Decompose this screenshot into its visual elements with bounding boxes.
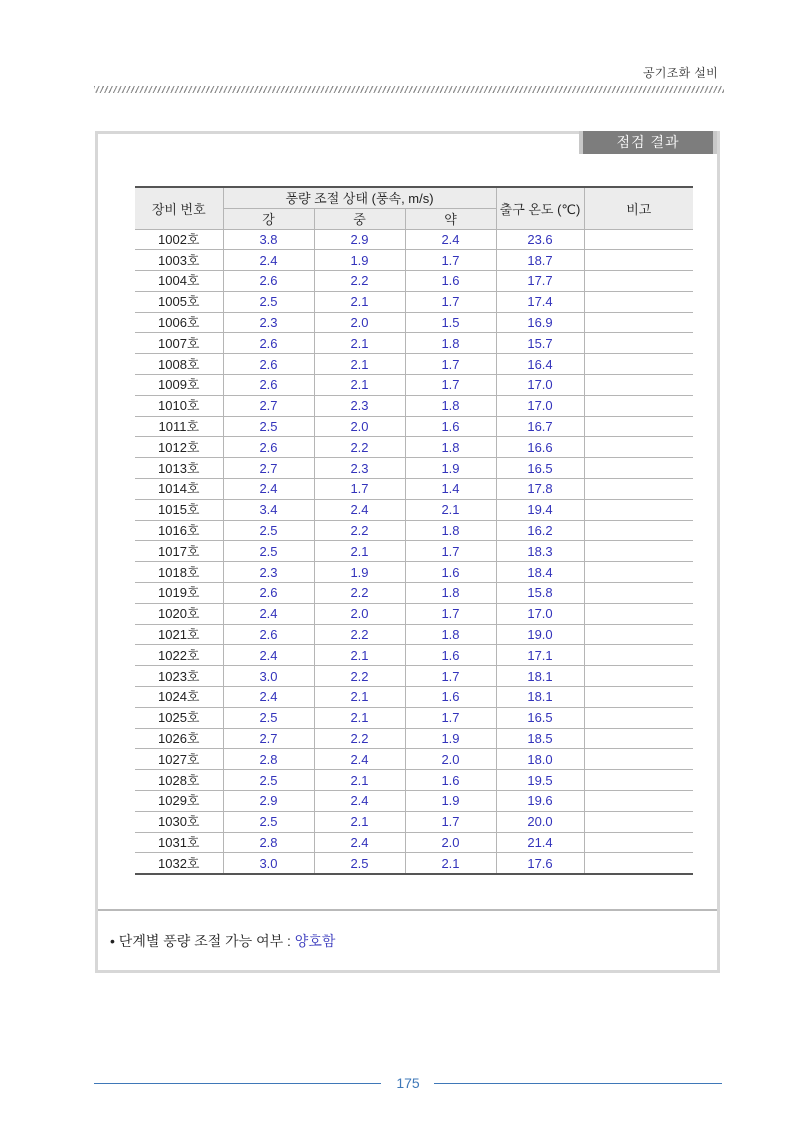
table-row [135, 791, 693, 812]
table-row [135, 624, 693, 645]
remarks-cell [584, 728, 693, 749]
medium-speed-cell: 2.1 [314, 770, 405, 791]
outlet-temp-cell: 15.8 [496, 583, 584, 604]
remarks-cell [584, 853, 693, 874]
strong-speed-cell: 3.8 [223, 229, 314, 250]
weak-speed-cell: 1.6 [405, 271, 496, 292]
medium-speed-cell: 2.0 [314, 416, 405, 437]
table-row [135, 250, 693, 271]
medium-speed-cell: 2.1 [314, 291, 405, 312]
table-row [135, 562, 693, 583]
outlet-temp-cell: 17.1 [496, 645, 584, 666]
strong-speed-cell: 2.5 [223, 541, 314, 562]
outlet-temp-cell: 17.0 [496, 395, 584, 416]
remarks-cell [584, 479, 693, 500]
unit-number-cell: 1010호 [135, 395, 223, 416]
weak-speed-cell: 1.7 [405, 250, 496, 271]
weak-speed-cell: 1.8 [405, 333, 496, 354]
unit-number-cell: 1022호 [135, 645, 223, 666]
weak-speed-cell: 1.9 [405, 728, 496, 749]
remarks-cell [584, 687, 693, 708]
summary-note-answer: 양호함 [294, 933, 336, 949]
unit-number-cell: 1020호 [135, 603, 223, 624]
medium-speed-cell: 2.2 [314, 520, 405, 541]
outlet-temp-cell: 18.3 [496, 541, 584, 562]
strong-speed-cell: 2.4 [223, 250, 314, 271]
summary-note [110, 931, 335, 951]
strong-speed-cell: 2.7 [223, 728, 314, 749]
table-row [135, 770, 693, 791]
unit-number-cell: 1002호 [135, 229, 223, 250]
weak-speed-cell: 1.7 [405, 603, 496, 624]
strong-speed-cell: 2.4 [223, 603, 314, 624]
outlet-temp-cell: 18.4 [496, 562, 584, 583]
table-row [135, 354, 693, 375]
outlet-temp-cell: 18.1 [496, 666, 584, 687]
unit-number-cell: 1019호 [135, 583, 223, 604]
outlet-temp-cell: 18.0 [496, 749, 584, 770]
table-row [135, 811, 693, 832]
page-number: 175 [396, 1075, 420, 1091]
remarks-cell [584, 624, 693, 645]
remarks-cell [584, 333, 693, 354]
inspection-result-panel [95, 131, 720, 973]
strong-speed-cell: 2.6 [223, 583, 314, 604]
table-row [135, 395, 693, 416]
table-row [135, 645, 693, 666]
strong-speed-cell: 2.5 [223, 770, 314, 791]
strong-speed-cell: 2.3 [223, 562, 314, 583]
medium-speed-cell: 2.4 [314, 499, 405, 520]
airflow-results-table [135, 186, 693, 875]
weak-speed-cell: 2.1 [405, 499, 496, 520]
unit-number-cell: 1031호 [135, 832, 223, 853]
table-row [135, 229, 693, 250]
unit-number-cell: 1026호 [135, 728, 223, 749]
medium-speed-cell: 2.4 [314, 832, 405, 853]
table-row [135, 291, 693, 312]
footer-rule-left [94, 1083, 381, 1084]
strong-speed-cell: 2.4 [223, 479, 314, 500]
header-strong: 강 [223, 208, 314, 229]
result-badge: 점검 결과 [583, 131, 713, 154]
header-remarks: 비고 [584, 187, 693, 229]
table-row [135, 333, 693, 354]
medium-speed-cell: 2.2 [314, 666, 405, 687]
weak-speed-cell: 1.6 [405, 687, 496, 708]
weak-speed-cell: 1.8 [405, 624, 496, 645]
table-row [135, 583, 693, 604]
remarks-cell [584, 791, 693, 812]
unit-number-cell: 1018호 [135, 562, 223, 583]
unit-number-cell: 1005호 [135, 291, 223, 312]
running-header: 공기조화 설비 [643, 66, 718, 80]
table-row [135, 375, 693, 396]
weak-speed-cell: 1.8 [405, 583, 496, 604]
medium-speed-cell: 2.3 [314, 458, 405, 479]
remarks-cell [584, 250, 693, 271]
remarks-cell [584, 541, 693, 562]
medium-speed-cell: 2.1 [314, 707, 405, 728]
summary-note-label: • 단계별 풍량 조절 가능 여부 : [110, 933, 295, 949]
header-hatch-rule [94, 86, 724, 93]
unit-number-cell: 1024호 [135, 687, 223, 708]
remarks-cell [584, 354, 693, 375]
remarks-cell [584, 499, 693, 520]
medium-speed-cell: 2.9 [314, 229, 405, 250]
weak-speed-cell: 1.4 [405, 479, 496, 500]
outlet-temp-cell: 18.7 [496, 250, 584, 271]
strong-speed-cell: 2.7 [223, 458, 314, 479]
strong-speed-cell: 2.4 [223, 687, 314, 708]
remarks-cell [584, 583, 693, 604]
medium-speed-cell: 2.3 [314, 395, 405, 416]
outlet-temp-cell: 17.0 [496, 603, 584, 624]
outlet-temp-cell: 17.7 [496, 271, 584, 292]
strong-speed-cell: 2.9 [223, 791, 314, 812]
table-row [135, 520, 693, 541]
weak-speed-cell: 1.8 [405, 520, 496, 541]
weak-speed-cell: 2.0 [405, 749, 496, 770]
outlet-temp-cell: 17.4 [496, 291, 584, 312]
table-row [135, 312, 693, 333]
remarks-cell [584, 562, 693, 583]
medium-speed-cell: 2.2 [314, 437, 405, 458]
remarks-cell [584, 416, 693, 437]
outlet-temp-cell: 23.6 [496, 229, 584, 250]
unit-number-cell: 1023호 [135, 666, 223, 687]
unit-number-cell: 1027호 [135, 749, 223, 770]
medium-speed-cell: 2.2 [314, 271, 405, 292]
table-row [135, 728, 693, 749]
weak-speed-cell: 1.5 [405, 312, 496, 333]
outlet-temp-cell: 16.9 [496, 312, 584, 333]
table-row [135, 853, 693, 874]
unit-number-cell: 1008호 [135, 354, 223, 375]
remarks-cell [584, 749, 693, 770]
weak-speed-cell: 1.7 [405, 707, 496, 728]
medium-speed-cell: 2.4 [314, 791, 405, 812]
strong-speed-cell: 2.6 [223, 375, 314, 396]
footer-rule-right [434, 1083, 722, 1084]
table-row [135, 603, 693, 624]
section-divider [98, 909, 717, 911]
weak-speed-cell: 1.6 [405, 645, 496, 666]
table-row [135, 458, 693, 479]
outlet-temp-cell: 18.5 [496, 728, 584, 749]
table-row [135, 541, 693, 562]
weak-speed-cell: 1.7 [405, 811, 496, 832]
table-body [135, 229, 693, 874]
unit-number-cell: 1003호 [135, 250, 223, 271]
outlet-temp-cell: 20.0 [496, 811, 584, 832]
table-row [135, 479, 693, 500]
unit-number-cell: 1021호 [135, 624, 223, 645]
strong-speed-cell: 2.7 [223, 395, 314, 416]
outlet-temp-cell: 17.6 [496, 853, 584, 874]
remarks-cell [584, 229, 693, 250]
medium-speed-cell: 2.4 [314, 749, 405, 770]
medium-speed-cell: 2.0 [314, 603, 405, 624]
remarks-cell [584, 291, 693, 312]
unit-number-cell: 1017호 [135, 541, 223, 562]
table-row [135, 707, 693, 728]
outlet-temp-cell: 16.4 [496, 354, 584, 375]
table-row [135, 749, 693, 770]
remarks-cell [584, 375, 693, 396]
medium-speed-cell: 2.1 [314, 375, 405, 396]
outlet-temp-cell: 18.1 [496, 687, 584, 708]
weak-speed-cell: 1.6 [405, 416, 496, 437]
unit-number-cell: 1015호 [135, 499, 223, 520]
medium-speed-cell: 2.2 [314, 624, 405, 645]
unit-number-cell: 1016호 [135, 520, 223, 541]
weak-speed-cell: 1.7 [405, 375, 496, 396]
remarks-cell [584, 437, 693, 458]
unit-number-cell: 1030호 [135, 811, 223, 832]
strong-speed-cell: 2.4 [223, 645, 314, 666]
table-row [135, 437, 693, 458]
weak-speed-cell: 1.6 [405, 770, 496, 791]
unit-number-cell: 1029호 [135, 791, 223, 812]
outlet-temp-cell: 16.5 [496, 707, 584, 728]
unit-number-cell: 1009호 [135, 375, 223, 396]
outlet-temp-cell: 16.7 [496, 416, 584, 437]
medium-speed-cell: 2.1 [314, 811, 405, 832]
unit-number-cell: 1004호 [135, 271, 223, 292]
medium-speed-cell: 2.5 [314, 853, 405, 874]
weak-speed-cell: 1.8 [405, 395, 496, 416]
weak-speed-cell: 1.8 [405, 437, 496, 458]
outlet-temp-cell: 16.6 [496, 437, 584, 458]
medium-speed-cell: 2.1 [314, 354, 405, 375]
medium-speed-cell: 2.1 [314, 333, 405, 354]
remarks-cell [584, 520, 693, 541]
outlet-temp-cell: 19.5 [496, 770, 584, 791]
table-row [135, 416, 693, 437]
header-airflow-group: 풍량 조절 상태 (풍속, m/s) [223, 187, 496, 208]
remarks-cell [584, 832, 693, 853]
medium-speed-cell: 2.0 [314, 312, 405, 333]
table-row [135, 666, 693, 687]
weak-speed-cell: 1.9 [405, 791, 496, 812]
medium-speed-cell: 2.1 [314, 645, 405, 666]
remarks-cell [584, 666, 693, 687]
header-unit-number: 장비 번호 [135, 187, 223, 229]
strong-speed-cell: 2.6 [223, 624, 314, 645]
strong-speed-cell: 2.6 [223, 333, 314, 354]
strong-speed-cell: 2.5 [223, 416, 314, 437]
outlet-temp-cell: 15.7 [496, 333, 584, 354]
remarks-cell [584, 395, 693, 416]
remarks-cell [584, 811, 693, 832]
remarks-cell [584, 458, 693, 479]
strong-speed-cell: 2.5 [223, 707, 314, 728]
strong-speed-cell: 2.5 [223, 520, 314, 541]
unit-number-cell: 1007호 [135, 333, 223, 354]
strong-speed-cell: 2.8 [223, 832, 314, 853]
weak-speed-cell: 2.0 [405, 832, 496, 853]
strong-speed-cell: 2.5 [223, 291, 314, 312]
remarks-cell [584, 603, 693, 624]
strong-speed-cell: 2.8 [223, 749, 314, 770]
outlet-temp-cell: 17.8 [496, 479, 584, 500]
medium-speed-cell: 1.7 [314, 479, 405, 500]
weak-speed-cell: 1.7 [405, 354, 496, 375]
medium-speed-cell: 2.2 [314, 583, 405, 604]
strong-speed-cell: 2.6 [223, 437, 314, 458]
outlet-temp-cell: 19.6 [496, 791, 584, 812]
outlet-temp-cell: 19.4 [496, 499, 584, 520]
remarks-cell [584, 645, 693, 666]
weak-speed-cell: 1.7 [405, 666, 496, 687]
outlet-temp-cell: 21.4 [496, 832, 584, 853]
medium-speed-cell: 2.1 [314, 541, 405, 562]
strong-speed-cell: 3.0 [223, 666, 314, 687]
unit-number-cell: 1012호 [135, 437, 223, 458]
remarks-cell [584, 707, 693, 728]
strong-speed-cell: 2.6 [223, 271, 314, 292]
unit-number-cell: 1025호 [135, 707, 223, 728]
unit-number-cell: 1028호 [135, 770, 223, 791]
remarks-cell [584, 271, 693, 292]
header-medium: 중 [314, 208, 405, 229]
table-row [135, 271, 693, 292]
outlet-temp-cell: 16.2 [496, 520, 584, 541]
outlet-temp-cell: 17.0 [496, 375, 584, 396]
strong-speed-cell: 2.5 [223, 811, 314, 832]
strong-speed-cell: 3.0 [223, 853, 314, 874]
strong-speed-cell: 2.6 [223, 354, 314, 375]
unit-number-cell: 1032호 [135, 853, 223, 874]
table-row [135, 687, 693, 708]
weak-speed-cell: 2.4 [405, 229, 496, 250]
medium-speed-cell: 1.9 [314, 562, 405, 583]
strong-speed-cell: 2.3 [223, 312, 314, 333]
outlet-temp-cell: 19.0 [496, 624, 584, 645]
unit-number-cell: 1013호 [135, 458, 223, 479]
table-row [135, 832, 693, 853]
medium-speed-cell: 1.9 [314, 250, 405, 271]
strong-speed-cell: 3.4 [223, 499, 314, 520]
header-outlet-temp: 출구 온도 (℃) [496, 187, 584, 229]
table-row [135, 499, 693, 520]
medium-speed-cell: 2.2 [314, 728, 405, 749]
outlet-temp-cell: 16.5 [496, 458, 584, 479]
weak-speed-cell: 1.7 [405, 291, 496, 312]
weak-speed-cell: 2.1 [405, 853, 496, 874]
unit-number-cell: 1014호 [135, 479, 223, 500]
header-weak: 약 [405, 208, 496, 229]
weak-speed-cell: 1.9 [405, 458, 496, 479]
remarks-cell [584, 770, 693, 791]
medium-speed-cell: 2.1 [314, 687, 405, 708]
unit-number-cell: 1006호 [135, 312, 223, 333]
remarks-cell [584, 312, 693, 333]
weak-speed-cell: 1.6 [405, 562, 496, 583]
unit-number-cell: 1011호 [135, 416, 223, 437]
weak-speed-cell: 1.7 [405, 541, 496, 562]
